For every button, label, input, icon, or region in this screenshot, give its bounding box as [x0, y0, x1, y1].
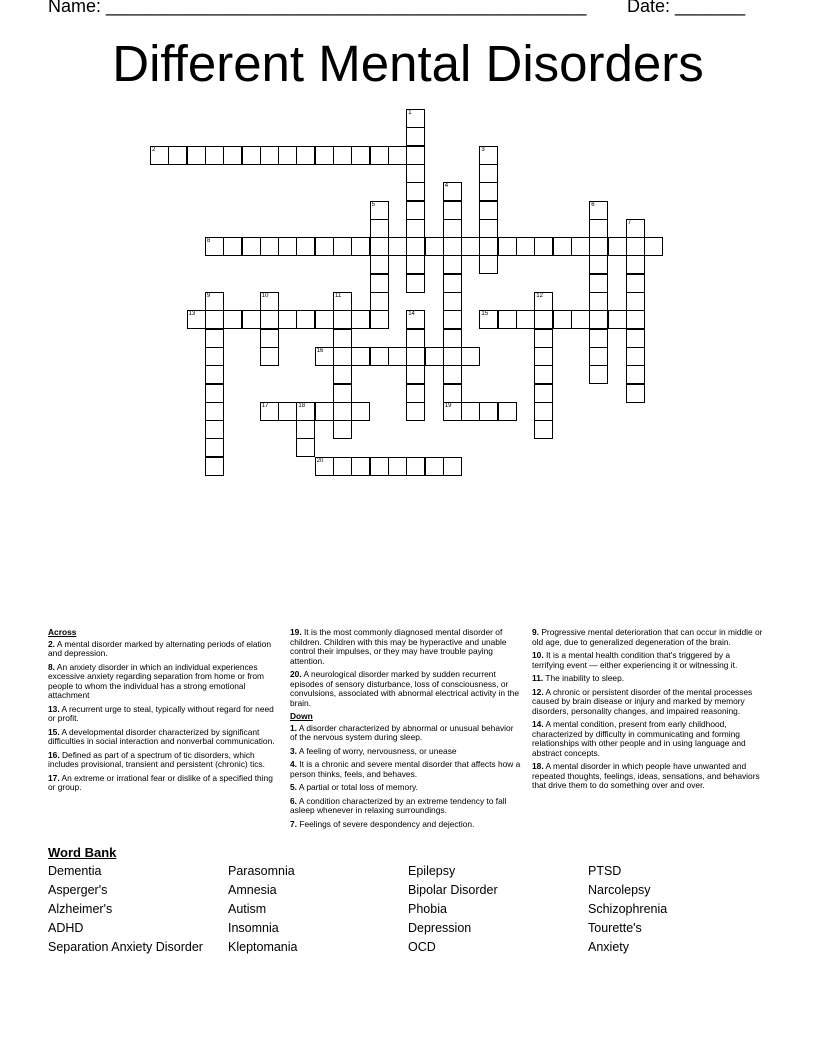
grid-cell[interactable] — [296, 420, 315, 439]
grid-cell[interactable] — [406, 219, 425, 238]
clue-number: 10 — [261, 293, 269, 299]
grid-cell[interactable] — [406, 384, 425, 403]
grid-cell[interactable] — [333, 365, 352, 384]
grid-cell[interactable] — [479, 164, 498, 183]
grid-cell[interactable] — [406, 310, 425, 329]
grid-cell[interactable] — [351, 457, 370, 476]
grid-cell[interactable] — [461, 347, 480, 366]
grid-cell[interactable] — [260, 347, 279, 366]
grid-cell[interactable] — [589, 310, 608, 329]
crossword-grid — [0, 0, 816, 520]
grid-cell[interactable] — [443, 365, 462, 384]
grid-cell[interactable] — [242, 237, 261, 256]
clue-number: 19 — [444, 402, 452, 409]
grid-cell[interactable] — [296, 146, 315, 165]
grid-cell[interactable] — [479, 237, 498, 256]
grid-cell[interactable] — [333, 402, 352, 421]
grid-cell[interactable] — [534, 310, 553, 329]
grid-cell[interactable] — [205, 365, 224, 384]
grid-cell[interactable] — [479, 402, 498, 421]
grid-cell[interactable] — [315, 347, 334, 366]
grid-cell[interactable] — [333, 146, 352, 165]
grid-cell[interactable] — [589, 255, 608, 274]
grid-cell[interactable] — [333, 292, 352, 311]
word-bank-item: Alzheimer's — [48, 902, 113, 916]
grid-cell[interactable] — [223, 237, 242, 256]
grid-cell[interactable] — [315, 146, 334, 165]
grid-cell[interactable] — [278, 146, 297, 165]
word-bank-item: Autism — [228, 902, 267, 916]
clue-down-18: 18. A mental disorder in which people have unwanted and repeated thoughts, feelings, ideas, sensations, and behaviors that drive them to do something over and over. — [532, 761, 760, 790]
grid-cell[interactable] — [406, 127, 425, 146]
clue-number: 16 — [316, 347, 324, 354]
clue-number: 2 — [152, 146, 156, 153]
grid-cell[interactable] — [333, 457, 352, 476]
grid-cell[interactable] — [333, 237, 352, 256]
grid-cell[interactable] — [608, 237, 627, 256]
grid-cell[interactable] — [644, 237, 663, 256]
grid-cell[interactable] — [626, 292, 645, 311]
grid-cell[interactable] — [260, 402, 279, 421]
grid-cell[interactable] — [388, 146, 407, 165]
grid-cell[interactable] — [443, 201, 462, 220]
grid-cell[interactable] — [443, 457, 462, 476]
grid-cell[interactable] — [242, 146, 261, 165]
grid-cell[interactable] — [479, 182, 498, 201]
grid-cell[interactable] — [626, 255, 645, 274]
grid-cell[interactable] — [370, 237, 389, 256]
grid-cell[interactable] — [388, 237, 407, 256]
grid-cell[interactable] — [534, 237, 553, 256]
word-bank-item: Separation Anxiety Disorder — [48, 940, 203, 954]
grid-cell[interactable] — [589, 329, 608, 348]
grid-cell[interactable] — [370, 347, 389, 366]
grid-cell[interactable] — [589, 292, 608, 311]
grid-cell[interactable] — [479, 255, 498, 274]
word-bank-item: ADHD — [48, 921, 84, 935]
grid-cell[interactable] — [205, 237, 224, 256]
grid-cell[interactable] — [296, 438, 315, 457]
clue-number: 18 — [298, 402, 306, 409]
grid-cell[interactable] — [406, 274, 425, 293]
grid-cell[interactable] — [388, 347, 407, 366]
grid-cell[interactable] — [498, 237, 517, 256]
grid-cell[interactable] — [443, 310, 462, 329]
grid-cell[interactable] — [370, 274, 389, 293]
word-bank-item: OCD — [408, 940, 436, 954]
word-bank-item: Bipolar Disorder — [408, 883, 498, 897]
grid-cell[interactable] — [589, 219, 608, 238]
word-bank-item: PTSD — [588, 864, 622, 878]
grid-cell[interactable] — [315, 457, 334, 476]
grid-cell[interactable] — [626, 219, 645, 238]
word-bank-item: Dementia — [48, 864, 102, 878]
grid-cell[interactable] — [534, 420, 553, 439]
word-bank-item: Narcolepsy — [588, 883, 651, 897]
clue-down-14: 14. A mental condition, present from early childhood, characterized by difficulty in communicating and forming relationships with other people and in using language and abstract concepts. — [532, 719, 746, 758]
grid-cell[interactable] — [571, 310, 590, 329]
grid-cell[interactable] — [553, 310, 572, 329]
grid-cell[interactable] — [516, 310, 535, 329]
grid-cell[interactable] — [315, 310, 334, 329]
grid-cell[interactable] — [461, 402, 480, 421]
word-bank-item: Anxiety — [588, 940, 629, 954]
grid-cell[interactable] — [443, 255, 462, 274]
grid-cell[interactable] — [534, 402, 553, 421]
grid-cell[interactable] — [626, 365, 645, 384]
grid-cell[interactable] — [370, 292, 389, 311]
grid-cell[interactable] — [223, 310, 242, 329]
clue-across-8: 8. An anxiety disorder in which an individual experiences excessive anxiety regarding separation from home or from people to whom the individual has a strong emotional attachment — [48, 661, 264, 700]
clue-number: 13 — [188, 311, 196, 318]
word-bank-item: Parasomnia — [228, 864, 295, 878]
grid-cell[interactable] — [443, 237, 462, 256]
grid-cell[interactable] — [443, 347, 462, 366]
grid-cell[interactable] — [260, 292, 279, 311]
grid-cell[interactable] — [406, 329, 425, 348]
grid-cell[interactable] — [333, 384, 352, 403]
grid-cell[interactable] — [278, 402, 297, 421]
grid-cell[interactable] — [333, 420, 352, 439]
clue-down-12: 12. A chronic or persistent disorder of the mental processes caused by brain disease or injury and marked by memory disorders, personality changes, and impaired reasoning. — [532, 686, 753, 716]
word-bank-item: Epilepsy — [408, 864, 456, 878]
clue-across-19: 19. It is the most commonly diagnosed mental disorder of children. Children with this may be hyperactive and unable control their impulses, or they may have trouble paying attention. — [290, 627, 507, 666]
grid-cell[interactable] — [534, 365, 553, 384]
clue-number: 17 — [261, 402, 269, 409]
grid-cell[interactable] — [589, 365, 608, 384]
word-bank-item: Phobia — [408, 902, 447, 916]
date-field-label: Date: _______ — [627, 0, 746, 16]
grid-cell[interactable] — [406, 164, 425, 183]
grid-cell[interactable] — [626, 274, 645, 293]
clue-across-13: 13. A recurrent urge to steal, typically without regard for need or profit. — [48, 703, 274, 723]
down-heading: Down — [290, 711, 313, 721]
grid-cell[interactable] — [333, 310, 352, 329]
grid-cell[interactable] — [205, 402, 224, 421]
grid-cell[interactable] — [388, 457, 407, 476]
clue-across-16: 16. Defined as part of a spectrum of tic disorders, which includes provisional, transient and persistent (chronic) tics. — [48, 749, 265, 769]
clue-number: 6 — [591, 201, 595, 208]
grid-cell[interactable] — [406, 402, 425, 421]
grid-cell[interactable] — [205, 329, 224, 348]
clue-number: 14 — [408, 311, 415, 318]
grid-cell[interactable] — [443, 402, 462, 421]
clue-number: 15 — [481, 311, 489, 318]
grid-cell[interactable] — [205, 420, 224, 439]
grid-cell[interactable] — [425, 347, 444, 366]
grid-cell[interactable] — [443, 274, 462, 293]
grid-cell[interactable] — [315, 402, 334, 421]
grid-cell[interactable] — [370, 146, 389, 165]
clues-column-2 — [290, 628, 522, 833]
across-heading: Across — [48, 627, 77, 637]
clue-down-5: 5. A partial or total loss of memory. — [290, 782, 418, 792]
grid-cell[interactable] — [443, 182, 462, 201]
grid-cell[interactable] — [425, 457, 444, 476]
clue-down-1: 1. A disorder characterized by abnormal or unusual behavior of the nervous system during sleep. — [290, 722, 514, 742]
grid-cell[interactable] — [260, 146, 279, 165]
grid-cell[interactable] — [278, 237, 297, 256]
grid-cell[interactable] — [479, 310, 498, 329]
clue-across-17: 17. An extreme or irrational fear or dislike of a specified thing or group. — [48, 772, 273, 792]
grid-cell[interactable] — [278, 310, 297, 329]
grid-cell[interactable] — [406, 109, 425, 128]
grid-cell[interactable] — [223, 146, 242, 165]
grid-cell[interactable] — [516, 237, 535, 256]
grid-cell[interactable] — [443, 384, 462, 403]
grid-cell[interactable] — [589, 274, 608, 293]
grid-cell[interactable] — [351, 310, 370, 329]
clue-number: 7 — [627, 219, 632, 226]
grid-cell[interactable] — [333, 347, 352, 366]
word-bank-item: Depression — [408, 921, 472, 935]
grid-cell[interactable] — [205, 146, 224, 165]
grid-cell[interactable] — [553, 237, 572, 256]
grid-cell[interactable] — [351, 146, 370, 165]
grid-cell[interactable] — [168, 146, 187, 165]
grid-cell[interactable] — [498, 310, 517, 329]
grid-cell[interactable] — [370, 201, 389, 220]
clue-down-10: 10. It is a mental health condition that's triggered by a terrifying event — either experiencing it or witnessing it. — [532, 650, 738, 670]
grid-cell[interactable] — [205, 384, 224, 403]
grid-cell[interactable] — [626, 329, 645, 348]
grid-cell[interactable] — [315, 237, 334, 256]
name-field-label: Name: ________________________________________________ — [48, 0, 587, 16]
grid-cell[interactable] — [589, 347, 608, 366]
grid-cell[interactable] — [534, 329, 553, 348]
grid-cell[interactable] — [260, 237, 279, 256]
grid-cell[interactable] — [425, 237, 444, 256]
grid-cell[interactable] — [370, 310, 389, 329]
grid-cell[interactable] — [534, 347, 553, 366]
clue-number: 20 — [316, 457, 324, 464]
grid-cell[interactable] — [626, 310, 645, 329]
grid-cell[interactable] — [406, 182, 425, 201]
clue-number: 11 — [335, 293, 342, 299]
grid-cell[interactable] — [205, 438, 224, 457]
word-bank-item: Insomnia — [228, 921, 279, 935]
word-bank-item: Asperger's — [48, 883, 108, 897]
grid-cell[interactable] — [351, 347, 370, 366]
grid-cell[interactable] — [443, 219, 462, 238]
grid-cell[interactable] — [242, 310, 261, 329]
grid-cell[interactable] — [370, 255, 389, 274]
grid-cell[interactable] — [187, 146, 206, 165]
grid-cell[interactable] — [296, 310, 315, 329]
grid-cell[interactable] — [351, 402, 370, 421]
grid-cell[interactable] — [479, 146, 498, 165]
grid-cell[interactable] — [150, 146, 169, 165]
grid-cell[interactable] — [205, 310, 224, 329]
clue-number: 3 — [481, 146, 485, 153]
grid-cell[interactable] — [205, 457, 224, 476]
grid-cell[interactable] — [406, 237, 425, 256]
clue-down-4: 4. It is a chronic and severe mental disorder that affects how a person thinks, feels, and behaves. — [290, 759, 521, 779]
grid-cell[interactable] — [260, 310, 279, 329]
grid-cell[interactable] — [370, 219, 389, 238]
page-title: Different Mental Disorders — [112, 35, 704, 92]
grid-cell[interactable] — [479, 201, 498, 220]
grid-cell[interactable] — [534, 292, 553, 311]
grid-cell[interactable] — [626, 237, 645, 256]
grid-cell[interactable] — [296, 402, 315, 421]
clue-number: 12 — [536, 293, 543, 299]
grid-cell[interactable] — [571, 237, 590, 256]
clues-column-1 — [48, 628, 280, 797]
grid-cell[interactable] — [370, 457, 389, 476]
word-bank-item: Amnesia — [228, 883, 277, 897]
grid-cell[interactable] — [461, 237, 480, 256]
clues-column-3 — [532, 628, 764, 795]
grid-cell[interactable] — [406, 347, 425, 366]
grid-cell[interactable] — [296, 237, 315, 256]
clue-across-2: 2. A mental disorder marked by alternating periods of elation and depression. — [48, 638, 272, 658]
grid-cell[interactable] — [589, 237, 608, 256]
clue-down-7: 7. Feelings of severe despondency and dejection. — [290, 818, 475, 829]
grid-cell[interactable] — [406, 255, 425, 274]
grid-cell[interactable] — [205, 347, 224, 366]
clue-number: 4 — [444, 183, 449, 190]
grid-cell[interactable] — [205, 292, 224, 311]
grid-cell[interactable] — [187, 310, 206, 329]
grid-cell[interactable] — [479, 219, 498, 238]
grid-cell[interactable] — [443, 292, 462, 311]
clue-number: 8 — [206, 238, 211, 245]
clue-down-3: 3. A feeling of worry, nervousness, or unease — [290, 745, 457, 756]
clue-across-20: 20. A neurological disorder marked by sudden recurrent episodes of sensory disturbance, loss of consciousness, or convulsions, associated with abnormal electrical activity in the brain. — [290, 669, 520, 708]
grid-cell[interactable] — [626, 384, 645, 403]
clue-number: 1 — [408, 110, 412, 116]
grid-cell[interactable] — [351, 237, 370, 256]
grid-cell[interactable] — [498, 402, 517, 421]
word-bank-item: Schizophrenia — [588, 902, 668, 916]
grid-cell[interactable] — [608, 310, 627, 329]
grid-cell[interactable] — [534, 384, 553, 403]
grid-cell[interactable] — [406, 365, 425, 384]
grid-cell[interactable] — [589, 201, 608, 220]
grid-cell[interactable] — [406, 146, 425, 165]
grid-cell[interactable] — [626, 347, 645, 366]
grid-cell[interactable] — [406, 457, 425, 476]
grid-cell[interactable] — [333, 329, 352, 348]
clue-across-15: 15. A developmental disorder characterized by significant difficulties in social interaction and nonverbal communication. — [48, 726, 275, 746]
grid-cell[interactable] — [260, 329, 279, 348]
clue-down-9: 9. Progressive mental deterioration that can occur in middle or old age, due to generalized degeneration of the brain. — [532, 627, 763, 647]
word-bank-item: Tourette's — [588, 921, 642, 935]
clue-down-6: 6. A condition characterized by an extreme tendency to fall asleep whenever in relaxing surroundings. — [290, 795, 507, 815]
clue-number: 5 — [371, 201, 375, 208]
word-bank-title: Word Bank — [48, 845, 117, 860]
clue-down-11: 11. The inability to sleep. — [532, 673, 625, 683]
word-bank-item: Kleptomania — [228, 940, 298, 954]
grid-cell[interactable] — [443, 329, 462, 348]
grid-cell[interactable] — [406, 201, 425, 220]
clue-number: 9 — [206, 293, 211, 299]
